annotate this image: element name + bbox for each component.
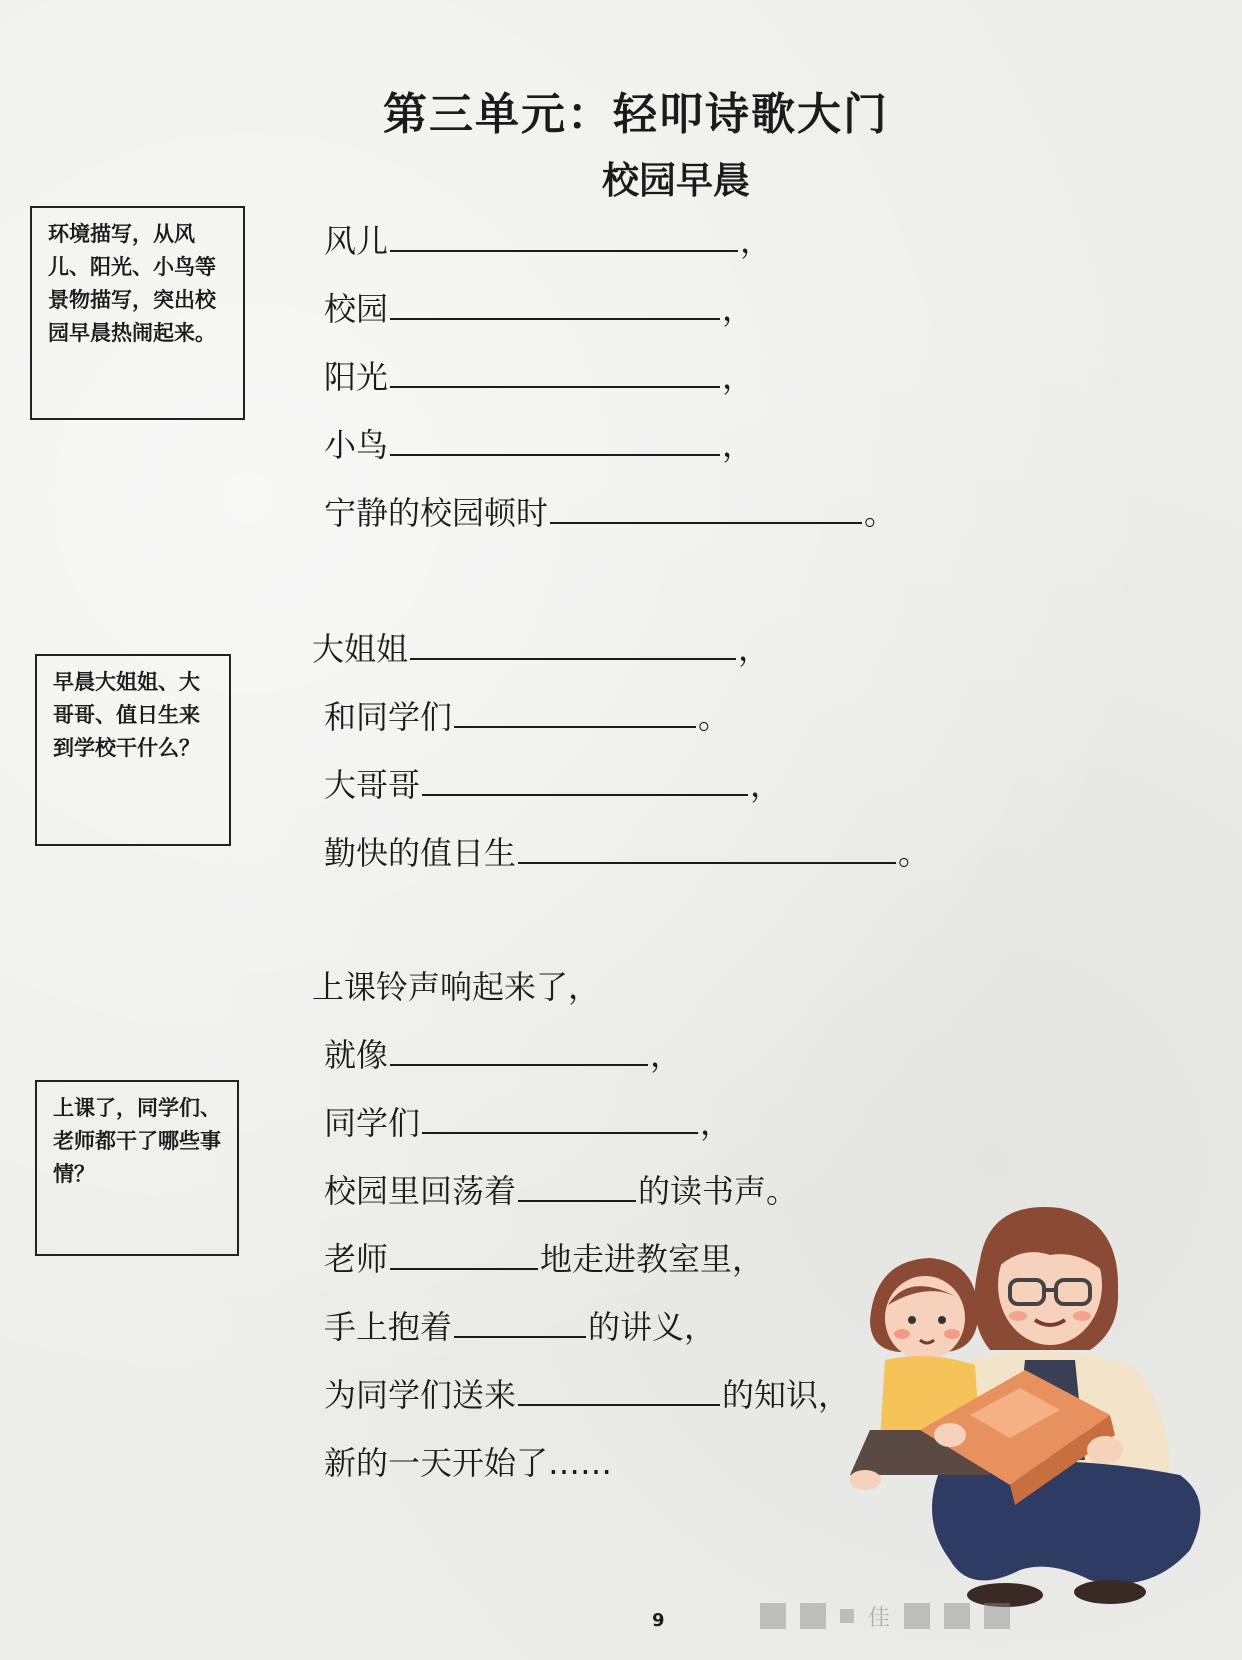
- line-prefix: 大哥哥: [324, 766, 421, 804]
- answer-blank[interactable]: [454, 1306, 586, 1338]
- line-prefix: 手上抱着: [324, 1308, 453, 1346]
- line-suffix: ，: [650, 1036, 683, 1074]
- answer-blank[interactable]: [390, 424, 720, 456]
- answer-blank[interactable]: [422, 764, 748, 796]
- page-subtitle: 校园早晨: [602, 159, 750, 202]
- fill-line: [324, 1238, 764, 1280]
- answer-blank[interactable]: [422, 1102, 698, 1134]
- line-prefix: 勤快的值日生: [324, 834, 517, 872]
- line-suffix: 的知识，: [722, 1376, 851, 1414]
- note-text: 环境描写，从风儿、阳光、小鸟等景物描写，突出校园早晨热闹起来。: [48, 222, 216, 345]
- line-prefix: 老师: [324, 1240, 389, 1278]
- fill-line: [324, 1034, 682, 1076]
- teacher-pants-icon: [932, 1461, 1200, 1584]
- line-suffix: ，: [750, 766, 783, 804]
- fill-line: [324, 424, 754, 466]
- fill-line: [312, 628, 770, 670]
- line-suffix: 的讲义，: [588, 1308, 717, 1346]
- line-prefix: 为同学们送来: [324, 1376, 517, 1414]
- closing-line: 新的一天开始了……: [324, 1444, 613, 1482]
- fill-line: [324, 1374, 850, 1416]
- page-title: 第三单元：轻叩诗歌大门: [383, 89, 889, 140]
- answer-blank[interactable]: [410, 628, 736, 660]
- line-suffix: 地走进教室里，: [540, 1240, 765, 1278]
- answer-blank[interactable]: [518, 1170, 636, 1202]
- answer-blank[interactable]: [518, 1374, 720, 1406]
- line-suffix: ，: [700, 1104, 733, 1142]
- line-suffix: ，: [740, 222, 773, 260]
- note-box-class: [35, 1080, 239, 1256]
- answer-blank[interactable]: [550, 492, 862, 524]
- answer-blank[interactable]: [454, 696, 696, 728]
- line-prefix: 阳光: [324, 358, 389, 396]
- fill-line: [324, 696, 730, 738]
- line-suffix: ，: [722, 426, 755, 464]
- answer-blank[interactable]: [390, 1238, 538, 1270]
- line-prefix: 风儿: [324, 222, 389, 260]
- line-suffix: 。: [898, 834, 931, 872]
- answer-blank[interactable]: [390, 1034, 648, 1066]
- intro-line: 上课铃声响起来了，: [312, 968, 601, 1006]
- line-prefix: 校园: [324, 290, 389, 328]
- fill-line: [324, 1170, 798, 1212]
- line-suffix: 。: [698, 698, 731, 736]
- fill-line: [324, 492, 896, 534]
- line-prefix: 和同学们: [324, 698, 453, 736]
- note-box-environment: [30, 206, 245, 420]
- fill-line: [324, 356, 754, 398]
- line-prefix: 大姐姐: [312, 630, 409, 668]
- note-box-morning: [35, 654, 231, 846]
- answer-blank[interactable]: [390, 356, 720, 388]
- fill-line: [324, 832, 930, 874]
- line-suffix: 。: [864, 494, 897, 532]
- line-prefix: 就像: [324, 1036, 389, 1074]
- fill-line: [324, 1102, 732, 1144]
- note-text: 上课了，同学们、老师都干了哪些事情？: [53, 1096, 221, 1186]
- page-number: 9: [652, 1610, 665, 1631]
- note-text: 早晨大姐姐、大哥哥、值日生来到学校干什么？: [53, 670, 200, 760]
- answer-blank[interactable]: [390, 220, 738, 252]
- fill-line: [324, 288, 754, 330]
- fill-line: [324, 1306, 716, 1348]
- answer-blank[interactable]: [390, 288, 720, 320]
- line-suffix: ，: [738, 630, 771, 668]
- line-suffix: ，: [722, 290, 755, 328]
- line-prefix: 小鸟: [324, 426, 389, 464]
- line-prefix: 宁静的校园顿时: [324, 494, 549, 532]
- fill-line: [324, 764, 782, 806]
- line-prefix: 同学们: [324, 1104, 421, 1142]
- line-suffix: 的读书声。: [638, 1172, 799, 1210]
- line-prefix: 校园里回荡着: [324, 1172, 517, 1210]
- watermark: [760, 1600, 1210, 1632]
- line-suffix: ，: [722, 358, 755, 396]
- fill-line: [324, 220, 772, 262]
- watermark-text: 佳: [868, 1605, 891, 1631]
- answer-blank[interactable]: [518, 832, 896, 864]
- teacher-reading-illustration: [850, 1200, 1220, 1620]
